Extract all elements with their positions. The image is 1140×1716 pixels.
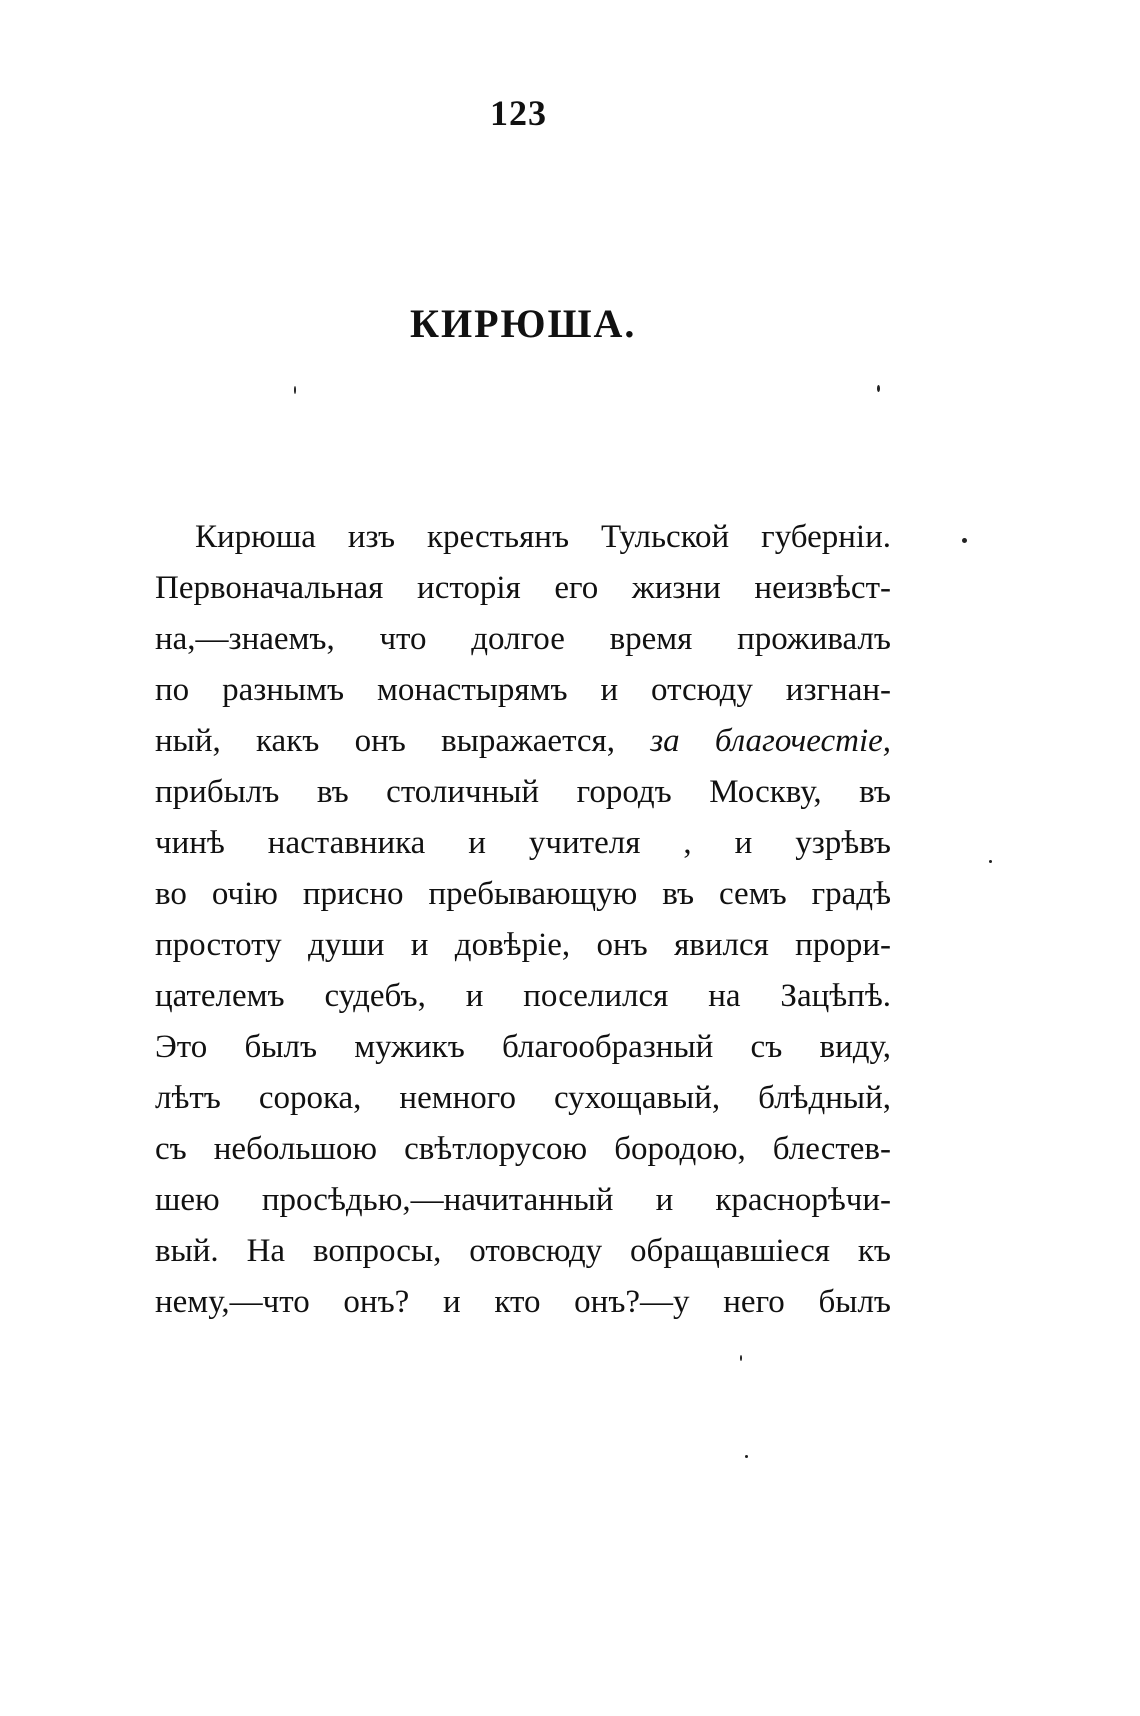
text-line: по разнымъ монастырямъ и отсюду изгнан- bbox=[155, 672, 891, 708]
text-line: съ небольшою свѣтлорусою бородою, блестев- bbox=[155, 1131, 891, 1167]
text-line: Первоначальная исторія его жизни неизвѣст- bbox=[155, 570, 891, 606]
text-line: на,—знаемъ, что долгое время проживалъ bbox=[155, 621, 891, 657]
print-speck bbox=[294, 386, 296, 394]
text-line: прибылъ въ столичный городъ Москву, въ bbox=[155, 774, 891, 810]
body-text bbox=[155, 512, 891, 1328]
text-line-start: ный, какъ онъ выражается, bbox=[155, 723, 615, 759]
text-line-with-italic bbox=[155, 716, 891, 767]
text-line: цателемъ судебъ, и поселился на Зацѣпѣ. bbox=[155, 978, 891, 1014]
text-line: нему,—что онъ? и кто онъ?—у него былъ bbox=[155, 1284, 891, 1320]
chapter-title: КИРЮША. bbox=[410, 301, 637, 346]
print-speck bbox=[745, 1455, 748, 1458]
text-line: во очію присно пребывающую въ семъ градѣ bbox=[155, 876, 891, 912]
text-line: шею просѣдью,—начитанный и краснорѣчи- bbox=[155, 1182, 891, 1218]
text-line: чинѣ наставника и учителя , и узрѣвъ bbox=[155, 825, 891, 861]
text-line: вый. На вопросы, отовсюду обращавшіеся къ bbox=[155, 1233, 891, 1269]
text-line: лѣтъ сорока, немного сухощавый, блѣдный, bbox=[155, 1080, 891, 1116]
text-line: Это былъ мужикъ благообразный съ виду, bbox=[155, 1029, 891, 1065]
print-speck bbox=[962, 538, 967, 543]
print-speck bbox=[989, 860, 992, 863]
print-speck bbox=[877, 385, 880, 392]
italic-phrase: за благочестіе, bbox=[650, 723, 892, 759]
text-line: Кирюша изъ крестьянъ Тульской губерніи. bbox=[195, 519, 891, 555]
text-line: простоту души и довѣріе, онъ явился прори- bbox=[155, 927, 891, 963]
print-speck bbox=[740, 1355, 742, 1361]
page-number: 123 bbox=[490, 93, 547, 133]
